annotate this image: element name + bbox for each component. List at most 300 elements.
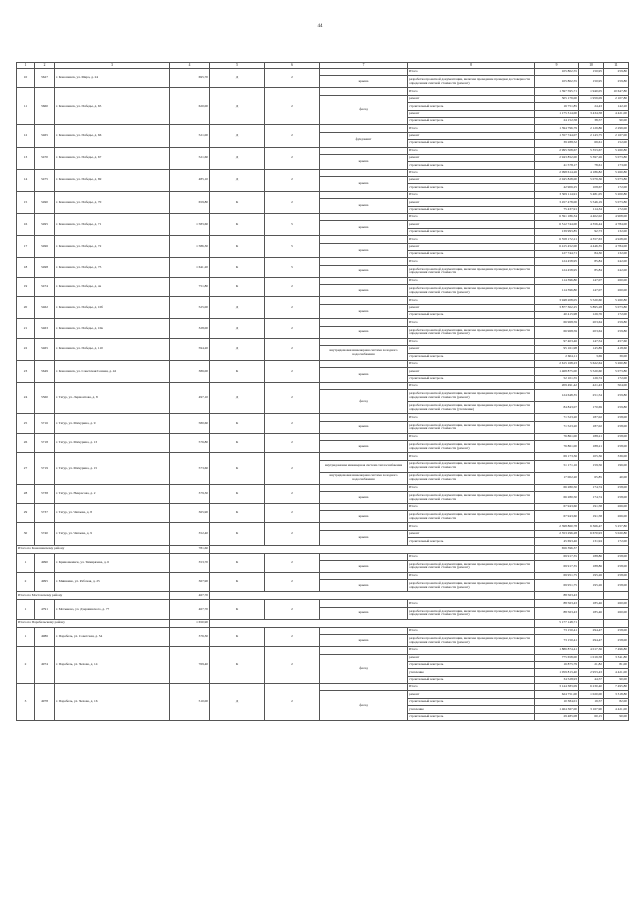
empty-cell (210, 619, 535, 627)
cost-per-sqm: 147,07 (579, 277, 604, 284)
floors-count: 2 (265, 360, 320, 382)
work-kind (320, 647, 408, 654)
work-kind: крыша (320, 560, 408, 572)
work-description: строительный контроль (408, 117, 535, 124)
work-kind: крыша (320, 326, 408, 338)
table-row (17, 600, 629, 607)
table-row (17, 647, 629, 654)
work-description: строительный контроль (408, 206, 535, 213)
limit-per-sqm: 5 073,80 (604, 177, 629, 184)
cost-per-sqm: 159,56 (579, 460, 604, 472)
cost-value: 71 523,20 (535, 414, 579, 421)
row-number: 10 (17, 69, 35, 88)
district-total-row (17, 592, 629, 600)
work-description: Итого (408, 572, 535, 579)
cost-per-sqm: 5 353,67 (579, 147, 604, 154)
house-area: 1 586,30 (170, 236, 210, 258)
cost-per-sqm: 60,15 (579, 713, 604, 720)
work-kind (320, 169, 408, 176)
limit-per-sqm: 259,80 (604, 76, 629, 88)
floors-count: 2 (265, 125, 320, 147)
table-row (17, 191, 629, 198)
cost-per-sqm: 187,02 (579, 421, 604, 433)
limit-per-sqm: 258,00 (604, 441, 629, 453)
work-kind (320, 383, 408, 390)
house-id: 5490 (35, 191, 55, 213)
cost-per-sqm: 21,82 (579, 661, 604, 668)
cost-per-sqm: 170,69 (579, 402, 604, 414)
cost-per-sqm: 1 019,58 (579, 654, 604, 661)
house-address: г. Коношевск, ул. Победы, д. 110 (55, 338, 170, 360)
material-code: К (210, 600, 265, 619)
work-description: Итого (408, 433, 535, 440)
empty-cell (604, 592, 629, 600)
cost-per-sqm: 203,64 (579, 319, 604, 326)
material-code: Д (210, 147, 265, 169)
cost-value: 10 384,01 (535, 698, 579, 705)
work-description: Итого (408, 69, 535, 76)
work-description: строительный контроль (408, 375, 535, 382)
cost-value: 16 751,85 (535, 103, 579, 110)
limit-per-sqm: 5 073,80 (604, 368, 629, 375)
table-row (17, 383, 629, 390)
cost-value: 88 563,43 (535, 607, 579, 619)
limit-per-sqm: 258,00 (604, 553, 629, 560)
work-description: разработка проектной документации, включая проведение проверки достоверности определения сметной стоимости (408, 511, 535, 523)
house-id: 5496 (35, 236, 55, 258)
cost-value: 3 144 383,09 (535, 684, 579, 691)
work-description: строительный контроль (408, 103, 535, 110)
house-address: г. Татур, ул. Лермонтова, д. 8 (55, 383, 170, 414)
limit-per-sqm: 172,00 (604, 375, 629, 382)
work-kind (320, 572, 408, 579)
work-description: Итого (408, 453, 535, 460)
floors-count: 2 (265, 684, 320, 721)
limit-per-sqm: 260,00 (604, 600, 629, 607)
house-area: 485,10 (170, 169, 210, 191)
page-number: 44 (317, 24, 323, 29)
house-area: 594,20 (170, 338, 210, 360)
work-kind: фасад (320, 95, 408, 125)
row-number: 26 (17, 433, 35, 452)
table-row (17, 553, 629, 560)
limit-per-sqm: 2 167,00 (604, 132, 629, 139)
limit-per-sqm: 82,00 (604, 698, 629, 705)
work-description: разработка проектной документации, включая проведение проверки достоверности определения сметной стоимости (ремонт) (408, 76, 535, 88)
column-header: 2 (35, 63, 55, 69)
limit-per-sqm: 5 260,80 (604, 169, 629, 176)
house-area: 695,70 (170, 69, 210, 88)
work-description: строительный контроль (408, 140, 535, 147)
house-address: г. Коношевск, ул. Победы, д. 67 (55, 147, 170, 169)
house-area: 376,30 (170, 627, 210, 646)
row-number: 11 (17, 88, 35, 125)
district-total-cost: 88 563,43 (535, 592, 579, 600)
cost-per-sqm: 6 230,40 (579, 684, 604, 691)
work-kind: крыша (320, 285, 408, 297)
floors-count: 2 (265, 414, 320, 433)
house-area: 659,80 (170, 191, 210, 213)
limit-per-sqm: 336,00 (604, 453, 629, 460)
work-description: разработка проектной документации, включая проведение проверки достоверности определения сметной стоимости (ремонт) (408, 607, 535, 619)
cost-per-sqm: 6 366,47 (579, 523, 604, 530)
table-row (17, 319, 629, 326)
cost-per-sqm: 78,61 (579, 162, 604, 169)
cost-value: 75 437,91 (535, 206, 579, 213)
district-total-label: Итого по Коношевскому району (17, 545, 170, 553)
house-area: 573,60 (170, 453, 210, 484)
limit-per-sqm: 242,00 (604, 258, 629, 265)
row-number: 2 (17, 572, 35, 591)
floors-count: 2 (265, 277, 320, 296)
cost-value: 69 951,75 (535, 572, 579, 579)
cost-per-sqm: 185,46 (579, 600, 604, 607)
work-description: ремонт (408, 177, 535, 184)
house-id: 5465 (35, 125, 55, 147)
cost-value: 1 059 813,40 (535, 669, 579, 676)
cost-value: 69 173,36 (535, 453, 579, 460)
table-row (17, 69, 629, 76)
house-id: 5462 (35, 297, 55, 319)
district-total-label: Итого по Парабельскому району (17, 619, 170, 627)
house-address: г. Парабель, ул. Чехова, д. 14 (55, 647, 170, 684)
cost-per-sqm: 2 953,43 (579, 669, 604, 676)
cost-per-sqm: 2 129,86 (579, 125, 604, 132)
row-number: 1 (17, 553, 35, 572)
house-address: г. Коношевск, ул. Победы, д. 75 (55, 258, 170, 277)
house-address: г. Татур, ул. Чапаева, д. 9 (55, 523, 170, 545)
house-address: г. Коношевск, ул. Мира, д. 24 (55, 69, 170, 88)
cost-per-sqm: 92,73 (579, 228, 604, 235)
table-row (17, 684, 629, 691)
house-area: 386,00 (170, 360, 210, 382)
work-kind (320, 414, 408, 421)
floors-count: 2 (265, 504, 320, 523)
cost-value: 105 802,55 (535, 76, 579, 88)
limit-per-sqm: 142,20 (604, 103, 629, 110)
cost-value: 105 802,55 (535, 69, 579, 76)
work-kind: крыша (320, 580, 408, 592)
house-id: 5660 (35, 88, 55, 125)
floors-count: 2 (265, 647, 320, 684)
cost-value: 2 995 508,67 (535, 147, 579, 154)
column-header: 1 (17, 63, 35, 69)
cost-per-sqm: 191,58 (579, 504, 604, 511)
cost-value: 1 175 314,00 (535, 110, 579, 117)
cost-value: 3 509 114,91 (535, 191, 579, 198)
work-description: строительный контроль (408, 162, 535, 169)
limit-per-sqm: 258,00 (604, 492, 629, 504)
cost-per-sqm: 150,95 (579, 76, 604, 88)
work-kind (320, 88, 408, 95)
limit-per-sqm: 260,00 (604, 277, 629, 284)
cost-value: 505 179,00 (535, 95, 579, 102)
cost-per-sqm: 3,69 (579, 353, 604, 360)
row-number: 22 (17, 338, 35, 360)
material-code: Д (210, 383, 265, 414)
work-description: ремонт (408, 95, 535, 102)
cost-value: 69 917,35 (535, 560, 579, 572)
house-address: г. Татур, ул. Некрасова, д. 2 (55, 484, 170, 503)
material-code: Д (210, 338, 265, 360)
cost-value: 67 943,60 (535, 511, 579, 523)
house-id: 4995 (35, 572, 55, 591)
district-total-cost: 656 396,37 (535, 545, 579, 553)
limit-per-sqm: 4 421,00 (604, 706, 629, 713)
work-description: строительный контроль (408, 661, 535, 668)
house-id: 5738 (35, 484, 55, 503)
cost-value: 41 578,17 (535, 162, 579, 169)
work-description: ремонт (408, 110, 535, 117)
limit-per-sqm: 258,00 (604, 433, 629, 440)
cost-per-sqm: 6 670,93 (579, 530, 604, 537)
house-address: г. Коношевск, ул. Победы, д. 65 (55, 88, 170, 125)
work-kind (320, 504, 408, 511)
floors-count: 2 (265, 338, 320, 360)
house-area: 521,00 (170, 125, 210, 147)
work-description: разработка проектной документации, включая проведение проверки достоверности определения сметной стоимости (408, 265, 535, 277)
house-id: 5470 (35, 147, 55, 169)
house-id: 5560 (35, 383, 55, 414)
district-total-row (17, 619, 629, 627)
house-area: 521,60 (170, 147, 210, 169)
row-number: 15 (17, 191, 35, 213)
cost-per-sqm: 2 143,75 (579, 132, 604, 139)
house-address: г. Коношевск, ул. Победы, д. 72 (55, 236, 170, 258)
material-code: К (210, 414, 265, 433)
limit-per-sqm: 90,00 (604, 713, 629, 720)
cost-value: 114 396,80 (535, 285, 579, 297)
empty-cell (210, 592, 535, 600)
cost-per-sqm: 4 356,44 (579, 221, 604, 228)
house-area: 1 583,60 (170, 214, 210, 236)
work-kind (320, 433, 408, 440)
empty-cell (579, 545, 604, 553)
house-id: 5740 (35, 523, 55, 545)
house-address: г. Татур, ул. Чапаева, д. 8 (55, 504, 170, 523)
table-row (17, 453, 629, 460)
limit-per-sqm: 196,00 (604, 460, 629, 472)
work-description: Итого (408, 504, 535, 511)
table-row (17, 572, 629, 579)
limit-per-sqm: 172,00 (604, 538, 629, 545)
house-id: 5465 (35, 338, 55, 360)
work-description: ремонт (408, 154, 535, 161)
cost-per-sqm: 1 020,00 (579, 691, 604, 698)
cost-value: 69 951,75 (535, 580, 579, 592)
house-id: 5716 (35, 414, 55, 433)
cost-value: 1 464 367,00 (535, 706, 579, 713)
work-description: Итого (408, 627, 535, 634)
limit-per-sqm: 5 260,80 (604, 360, 629, 367)
floors-count: 2 (265, 383, 320, 414)
work-kind (320, 484, 408, 491)
district-total-row (17, 545, 629, 553)
house-address: г. Татур, ул. Мичурина, д. 15 (55, 453, 170, 484)
work-description: разработка проектной документации, включая проведение проверки достоверности определения сметной стоимости (ремонт) (408, 560, 535, 572)
cost-value: 1 394 796,79 (535, 125, 579, 132)
floors-count: 2 (265, 433, 320, 452)
work-kind (320, 214, 408, 221)
cost-per-sqm: 24,43 (579, 103, 604, 110)
cost-value: 2 353 296,28 (535, 530, 579, 537)
row-number: 19 (17, 277, 35, 296)
cost-per-sqm: 188,86 (579, 553, 604, 560)
cost-per-sqm: 1 940,05 (579, 88, 604, 95)
house-area: 497,10 (170, 383, 210, 414)
house-address: г. Коношевск, ул. Победы, д. 4а (55, 277, 170, 296)
cost-per-sqm: 147,07 (579, 285, 604, 297)
limit-per-sqm: 90,00 (604, 676, 629, 683)
column-header: 3 (55, 63, 170, 69)
cost-per-sqm: 5 520,60 (579, 368, 604, 375)
cost-value: 16 875,79 (535, 661, 579, 668)
cost-value: 6 415 452,00 (535, 243, 579, 250)
cost-per-sqm: 145,89 (579, 346, 604, 353)
cost-per-sqm: 294,47 (579, 627, 604, 634)
material-code: К (210, 191, 265, 213)
work-description: Итого (408, 147, 535, 154)
limit-per-sqm: 5 073,80 (604, 199, 629, 206)
cost-value: 3 457 478,00 (535, 199, 579, 206)
cost-value: 2 615 168,23 (535, 360, 579, 367)
house-id: 5475 (35, 169, 55, 191)
material-code: К (210, 453, 265, 484)
work-kind: крыша (320, 607, 408, 619)
house-address: г. Мотыково, ул. Дзержинского, д. 77 (55, 600, 170, 619)
empty-cell (604, 619, 629, 627)
floors-count: 2 (265, 297, 320, 319)
work-description: Итого (408, 191, 535, 198)
material-code: Д (210, 69, 265, 88)
work-description: разработка проектной документации, включая проведение проверки достоверности определения сметной стоимости (ремонт) (408, 285, 535, 297)
work-description: разработка проектной документации, включая проведение проверки достоверности определения сметной стоимости (ремонт) (408, 580, 535, 592)
column-header: 8 (408, 63, 535, 69)
cost-value: 24 152,58 (535, 117, 579, 124)
work-description: ремонт (408, 221, 535, 228)
limit-per-sqm: 132,00 (604, 228, 629, 235)
cost-value: 76 861,00 (535, 433, 579, 440)
house-address: г. Коношевск, ул. Победы, д. 10в (55, 319, 170, 338)
cost-value: 84 843,07 (535, 402, 579, 414)
limit-per-sqm: 4 928,00 (604, 236, 629, 243)
work-kind: крыша (320, 441, 408, 453)
limit-per-sqm: 132,00 (604, 250, 629, 257)
work-description: Итого (408, 125, 535, 132)
work-description: Итого (408, 383, 535, 390)
row-number: 13 (17, 147, 35, 169)
cost-per-sqm: 3 434,58 (579, 110, 604, 117)
house-address: г. Парабель, ул. Советская, д. 54 (55, 627, 170, 646)
cost-per-sqm: 191,58 (579, 511, 604, 523)
limit-per-sqm: 3 341,80 (604, 654, 629, 661)
cost-value: 42 906,25 (535, 184, 579, 191)
limit-per-sqm: 3 318,80 (604, 691, 629, 698)
floors-count: 2 (265, 553, 320, 572)
cost-per-sqm: 108,67 (579, 184, 604, 191)
work-kind (320, 125, 408, 132)
cost-value: 1 886 874,41 (535, 647, 579, 654)
work-kind: внутридомовая инженерная система холодного водоснабжения (320, 472, 408, 484)
house-area: 353,70 (170, 553, 210, 572)
cost-per-sqm: 195,26 (579, 572, 604, 579)
limit-per-sqm: 258,00 (604, 635, 629, 647)
work-description: утепление (408, 669, 535, 676)
table-row (17, 297, 629, 304)
work-kind: крыша (320, 635, 408, 647)
cost-per-sqm: 188,21 (579, 433, 604, 440)
cost-value: 66 968,59 (535, 319, 579, 326)
limit-per-sqm: 2 299,00 (604, 125, 629, 132)
limit-per-sqm: 4 784,00 (604, 221, 629, 228)
cost-value: 124 458,95 (535, 265, 579, 277)
work-description: строительный контроль (408, 698, 535, 705)
floors-count: 2 (265, 523, 320, 545)
work-description: ремонт (408, 691, 535, 698)
limit-per-sqm: 4 908,00 (604, 214, 629, 221)
work-description: Итого (408, 297, 535, 304)
work-kind: крыша (320, 243, 408, 258)
cost-per-sqm: 126,74 (579, 375, 604, 382)
material-code: Д (210, 297, 265, 319)
work-description: ремонт (408, 346, 535, 353)
limit-per-sqm: 266,00 (604, 504, 629, 511)
cost-per-sqm: 85,84 (579, 265, 604, 277)
cost-per-sqm: 147,54 (579, 338, 604, 345)
work-description: строительный контроль (408, 676, 535, 683)
work-description: Итого (408, 169, 535, 176)
work-kind (320, 600, 408, 607)
cost-per-sqm: 150,95 (579, 69, 604, 76)
cost-per-sqm: 3 167,90 (579, 706, 604, 713)
row-number: 27 (17, 453, 35, 484)
column-header: 11 (604, 63, 629, 69)
work-description: строительный контроль (408, 228, 535, 235)
cost-value: 6 558 172,21 (535, 236, 579, 243)
limit-per-sqm: 172,00 (604, 206, 629, 213)
row-number: 18 (17, 258, 35, 277)
house-id: 4974 (35, 647, 55, 684)
row-number: 14 (17, 169, 35, 191)
cost-value: 1 468 875,00 (535, 368, 579, 375)
table-row (17, 360, 629, 367)
cost-per-sqm: 44,57 (579, 676, 604, 683)
work-kind (320, 338, 408, 345)
work-kind (320, 191, 408, 198)
work-description: Итого (408, 236, 535, 243)
floors-count: 5 (265, 236, 320, 258)
house-address: г. Парабель, ул. Чехова, д. 16 (55, 684, 170, 721)
work-description: разработка проектной документации, включая проведение проверки достоверности определения сметной стоимости (ремонт) (408, 635, 535, 647)
material-code: К (210, 647, 265, 684)
floors-count: 2 (265, 627, 320, 646)
cost-per-sqm: 65,85 (579, 472, 604, 484)
work-description: Итого (408, 414, 535, 421)
capital-repair-table (16, 62, 629, 721)
limit-per-sqm: 5 260,80 (604, 297, 629, 304)
limit-per-sqm: 5 200,80 (604, 191, 629, 198)
cost-per-sqm: 188,21 (579, 441, 604, 453)
floors-count: 2 (265, 572, 320, 591)
work-description: строительный контроль (408, 184, 535, 191)
cost-value: 624 751,00 (535, 691, 579, 698)
work-kind: крыша (320, 511, 408, 523)
limit-per-sqm: 418,60 (604, 346, 629, 353)
work-description: ремонт (408, 243, 535, 250)
limit-per-sqm: 40,00 (604, 472, 629, 484)
work-description: разработка проектной документации, включая проведение проверки достоверности определения сметной стоимости (утепление) (408, 402, 535, 414)
work-description: ремонт (408, 304, 535, 311)
